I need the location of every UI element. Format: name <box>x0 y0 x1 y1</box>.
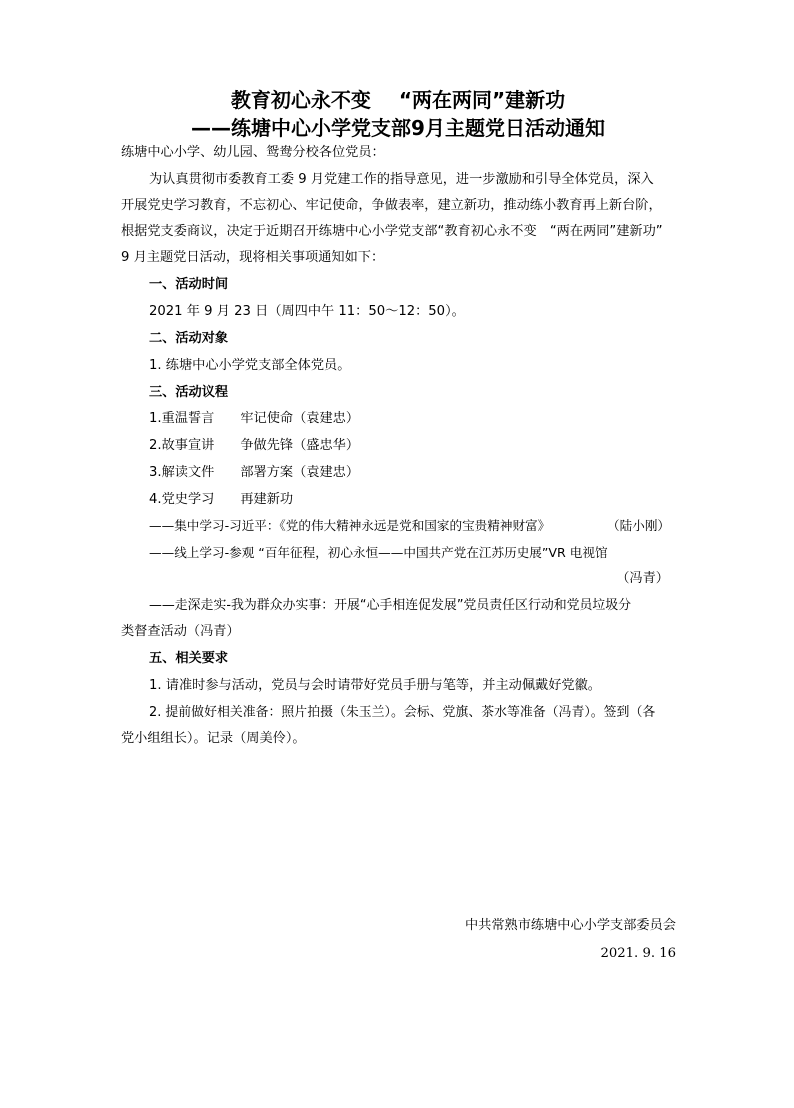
agenda-sub-1-text: ——集中学习-习近平：《党的伟大精神永远是党和国家的宝贵精神财富》 <box>149 518 551 533</box>
requirement-2-line-1: 2. 提前做好相关准备：照片拍摄（朱玉兰）。会标、党旗、茶水等准备（冯青）。签到（各 <box>149 705 656 720</box>
section-2-content: 1. 练塘中心小学党支部全体党员。 <box>149 358 351 373</box>
agenda-item <box>149 437 676 455</box>
section-5-heading: 五、相关要求 <box>149 651 229 666</box>
section-3-heading: 三、活动议程 <box>149 385 229 400</box>
agenda-item-person: （袁建忠） <box>293 465 360 480</box>
requirement-2-line-2: 党小组组长）。记录（周美伶）。 <box>121 731 306 746</box>
title-part-1: 教育初心永不变 <box>230 88 371 112</box>
agenda-item-label: 2.故事宣讲 <box>149 438 215 453</box>
agenda-sub-1-person: （陆小刚） <box>607 518 670 533</box>
agenda-item <box>149 491 676 509</box>
requirement-1: 1. 请准时参与活动，党员与会时请带好党员手册与笔等，并主动佩戴好党徽。 <box>149 678 601 693</box>
agenda-item <box>149 464 676 482</box>
signature-date: 2021. 9. 16 <box>600 946 676 961</box>
agenda-item-detail: 部署方案 <box>240 465 294 480</box>
agenda-item-label: 3.解读文件 <box>149 465 215 480</box>
agenda-item-person: （袁建忠） <box>293 411 360 426</box>
intro-line-1: 为认真贯彻市委教育工委 9 月党建工作的指导意见，进一步激励和引导全体党员，深入 <box>149 172 654 187</box>
section-1-content: 2021 年 9 月 23 日（周四中午 11：50～12：50）。 <box>149 304 465 319</box>
agenda-item <box>149 410 676 428</box>
agenda-sub-2-person: （冯青） <box>616 571 669 586</box>
title-line-2: ——练塘中心小学党支部9月主题党日活动通知 <box>191 116 605 140</box>
title-part-2: “两在两同”建新功 <box>398 88 566 112</box>
agenda-item-detail: 再建新功 <box>240 492 294 507</box>
salutation: 练塘中心小学、幼儿园、鸳鸯分校各位党员： <box>121 145 385 160</box>
agenda-sub-1 <box>149 517 676 535</box>
agenda-item-detail: 争做先锋 <box>240 438 294 453</box>
agenda-sub-3-line-1: ——走深走实-我为群众办实事：开展“心手相连促发展”党员责任区行动和党员垃圾分 <box>149 598 632 613</box>
section-1-heading: 一、活动时间 <box>149 277 229 292</box>
agenda-item-label: 4.党史学习 <box>149 492 215 507</box>
intro-line-4: 9 月主题党日活动，现将相关事项通知如下： <box>121 250 385 265</box>
intro-line-3: 根据党支委商议，决定于近期召开练塘中心小学党支部“教育初心永不变 “两在两同”建新功” <box>121 224 663 239</box>
agenda-sub-2: ——线上学习-参观 “百年征程，初心永恒——中国共产党在江苏历史展”VR 电视馆 <box>149 545 608 560</box>
section-2-heading: 二、活动对象 <box>149 331 229 346</box>
agenda-item-detail: 牢记使命 <box>240 411 294 426</box>
agenda-item-person: （盛忠华） <box>293 438 360 453</box>
agenda-sub-3-line-2: 类督查活动（冯青） <box>121 624 240 639</box>
agenda-item-label: 1.重温誓言 <box>149 411 215 426</box>
signature-org: 中共常熟市练塘中心小学支部委员会 <box>465 918 676 933</box>
intro-line-2: 开展党史学习教育，不忘初心、牢记使命，争做表率，建立新功，推动练小教育再上新台阶， <box>121 198 662 213</box>
title-line-1 <box>120 84 676 113</box>
